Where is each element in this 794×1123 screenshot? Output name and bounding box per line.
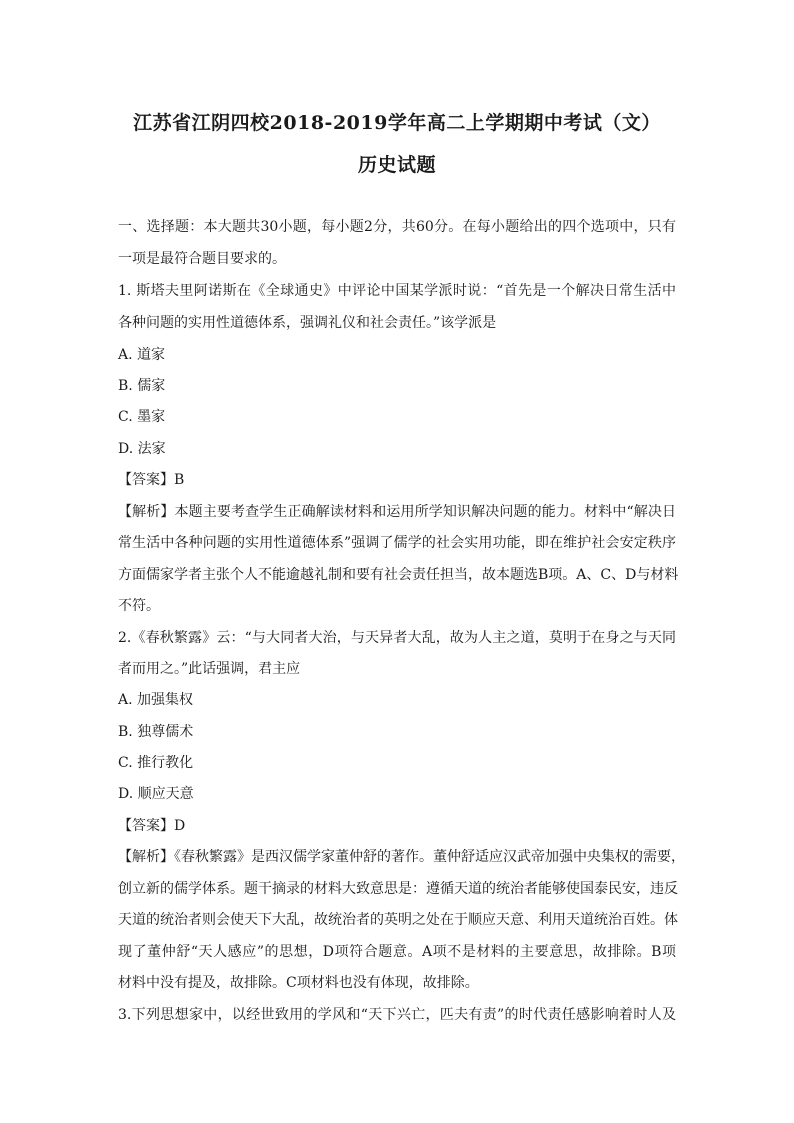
question-2-analysis: 【解析】《春秋繁露》是西汉儒学家董仲舒的著作。董仲舒适应汉武帝加强中央集权的需要， [118,849,685,865]
question-1-stem: 1. 斯塔夫里阿诺斯在《全球通史》中评论中国某学派时说：“首先是一个解决日常生活中 [118,283,676,299]
question-1-stem: 各种问题的实用性道德体系，强调礼仪和社会责任。”该学派是 [118,315,497,331]
question-3-stem: 3.下列思想家中，以经世致用的学风和“天下兴亡，匹夫有责”的时代责任感影响着时人及 [118,1007,676,1023]
question-1-answer: 【答案】B [118,472,185,488]
question-1-option-c: C. 墨家 [118,409,166,425]
question-1-option-d: D. 法家 [118,441,166,457]
question-1-analysis: 方面儒家学者主张个人不能逾越礼制和要有社会责任担当，故本题选B项。A、C、D与材料 [118,567,679,583]
section-intro-line: 一项是最符合题目要求的。 [118,251,286,267]
question-1-option-b: B. 儒家 [118,378,166,394]
question-2-stem: 者而用之。”此话强调，君主应 [118,661,301,677]
question-2-option-c: C. 推行教化 [118,755,194,771]
question-1-analysis: 常生活中各种问题的实用性道德体系”强调了儒学的社会实用功能，即在维护社会安定秩序 [118,535,676,551]
document-title: 江苏省江阴四校2018-2019学年高二上学期期中考试（文） [133,112,661,134]
question-2-option-b: B. 独尊儒术 [118,724,194,740]
question-2-answer: 【答案】D [118,818,186,834]
question-2-analysis: 创立新的儒学体系。题干摘录的材料大致意思是：遵循天道的统治者能够使国泰民安，违反 [118,881,678,897]
question-1-analysis: 【解析】本题主要考查学生正确解读材料和运用所学知识解决问题的能力。材料中“解决日 [118,504,676,520]
document-subtitle: 历史试题 [357,154,436,176]
question-2-analysis: 材料中没有提及，故排除。C项材料也没有体现，故排除。 [118,975,479,991]
question-2-option-d: D. 顺应天意 [118,786,194,802]
question-2-option-a: A. 加强集权 [118,692,194,708]
question-2-analysis: 现了董仲舒“天人感应”的思想，D项符合题意。A项不是材料的主要意思，故排除。B项 [118,944,676,960]
question-1-analysis: 不符。 [118,598,160,614]
section-intro-line: 一、选择题：本大题共30小题，每小题2分，共60分。在每小题给出的四个选项中，只有 [118,219,676,235]
question-2-stem: 2.《春秋繁露》云：“与大同者大治，与天异者大乱，故为人主之道，莫明于在身之与天同 [118,630,676,646]
question-1-option-a: A. 道家 [118,347,166,363]
question-2-analysis: 天道的统治者则会使天下大乱，故统治者的英明之处在于顺应天意、利用天道统治百姓。体 [118,912,678,928]
